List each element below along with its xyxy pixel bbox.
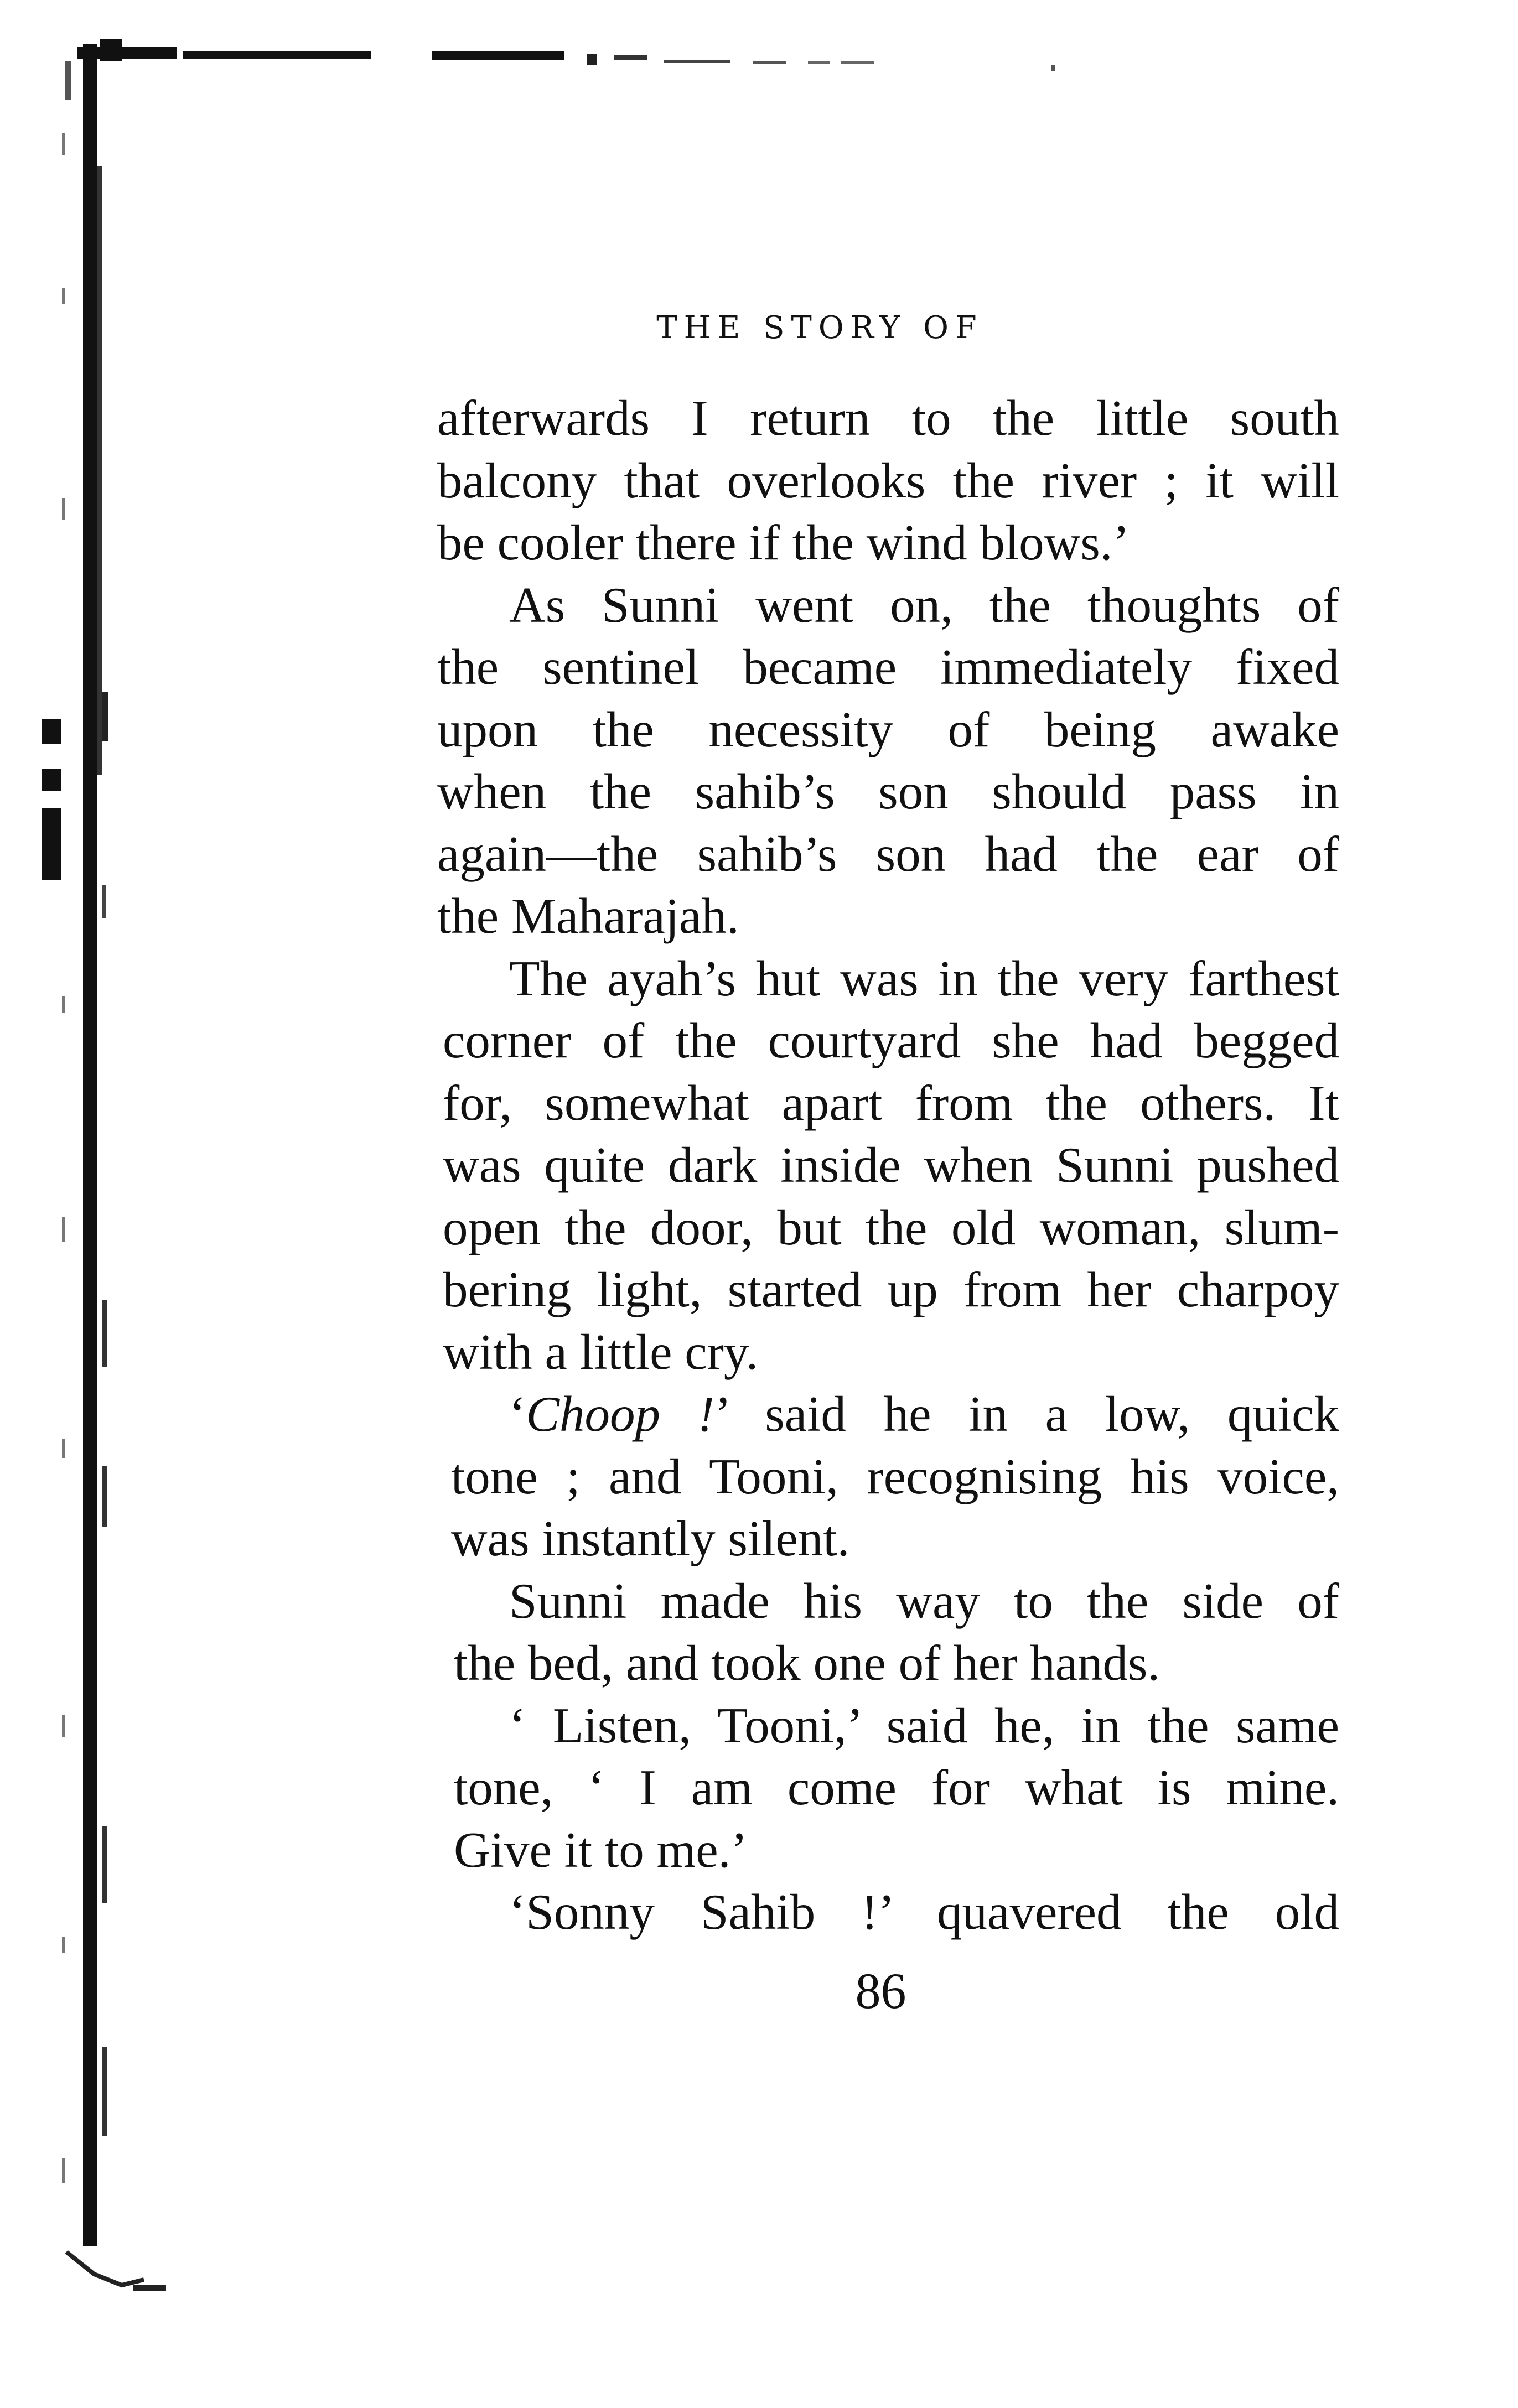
text-line: for, somewhat apart from the others. It bbox=[443, 1075, 1339, 1131]
text-line: upon the necessity of being awake bbox=[437, 701, 1339, 757]
text-line: Sunni made his way to the side of bbox=[509, 1573, 1339, 1629]
text-line: when the sahib’s son should pass in bbox=[437, 764, 1339, 819]
text-line bbox=[437, 1383, 1339, 1446]
text-line: open the door, but the old woman, slum- bbox=[443, 1199, 1339, 1255]
paragraph bbox=[437, 1881, 1339, 1944]
open-quote: ‘ bbox=[509, 1386, 526, 1442]
text-line: with a little cry. bbox=[443, 1324, 759, 1380]
paragraph bbox=[437, 387, 1339, 574]
text-line: tone, ‘ I am come for what is mine. bbox=[454, 1760, 1339, 1815]
text-line: was instantly silent. bbox=[451, 1511, 850, 1566]
page-number: 86 bbox=[855, 1963, 906, 2019]
text-line: Give it to me.’ bbox=[454, 1821, 748, 1878]
scan-edge-left bbox=[0, 0, 199, 2408]
text-line: The ayah’s hut was in the very farthest bbox=[509, 950, 1339, 1006]
paragraph bbox=[437, 1383, 1339, 1570]
text-line: ‘Sonny Sahib !’ quavered the old bbox=[509, 1884, 1339, 1940]
close-quote: ’ bbox=[714, 1386, 728, 1442]
italic-exclamation: Choop ! bbox=[526, 1386, 715, 1442]
text-line: the bed, and took one of her hands. bbox=[454, 1635, 1160, 1691]
paragraph bbox=[437, 1570, 1339, 1695]
text-line: bering light, started up from her charpoy bbox=[443, 1262, 1339, 1317]
running-head: THE STORY OF bbox=[656, 310, 983, 346]
text-line: afterwards I return to the little south bbox=[437, 390, 1339, 446]
text-line: As Sunni went on, the thoughts of bbox=[509, 577, 1339, 633]
text-line: again—the sahib’s son had the ear of bbox=[437, 826, 1339, 882]
paragraph bbox=[437, 1695, 1339, 1882]
text-line: ‘ Listen, Tooni,’ said he, in the same bbox=[509, 1697, 1339, 1753]
text-line: was quite dark inside when Sunni pushed bbox=[443, 1137, 1339, 1193]
scan-edge-top bbox=[0, 0, 1518, 144]
paragraph bbox=[437, 948, 1339, 1384]
paragraph bbox=[437, 574, 1339, 948]
body-text bbox=[437, 387, 1339, 1944]
text-line: be cooler there if the wind blows.’ bbox=[437, 515, 1130, 570]
text-line: tone ; and Tooni, recognising his voice, bbox=[451, 1448, 1339, 1504]
text-line: corner of the courtyard she had begged bbox=[443, 1013, 1339, 1068]
text-line: the Maharajah. bbox=[437, 888, 739, 944]
text-fragment: said he in a low, quick bbox=[727, 1386, 1340, 1442]
text-line: balcony that overlooks the river ; it will bbox=[437, 452, 1339, 508]
text-line: the sentinel became immediately fixed bbox=[437, 639, 1339, 695]
